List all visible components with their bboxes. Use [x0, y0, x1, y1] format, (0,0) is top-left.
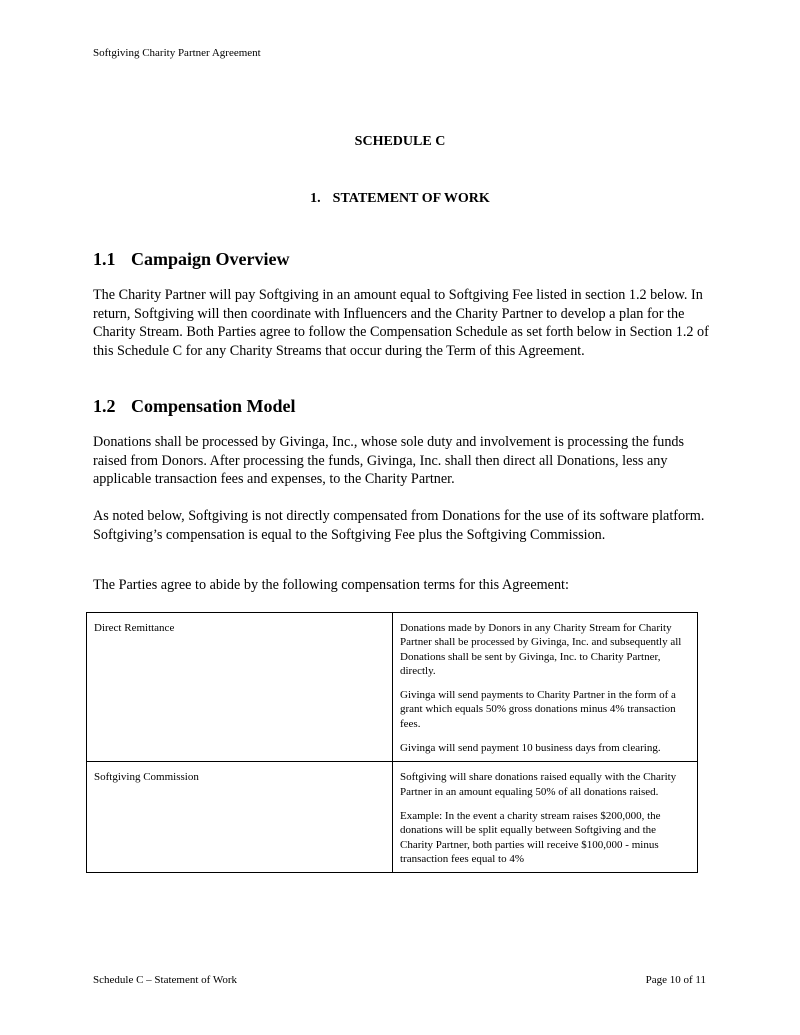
compensation-paragraph-3: The Parties agree to abide by the following compensation terms for this Agreement:: [93, 577, 569, 593]
table-row: [87, 613, 698, 762]
section-number: 1.1: [93, 249, 116, 269]
term-cell: Direct Remittance: [87, 613, 393, 762]
footer-section-label: Schedule C – Statement of Work: [93, 974, 238, 986]
detail-paragraph: Givinga will send payment 10 business days from clearing.: [400, 742, 661, 755]
compensation-terms-table: [86, 612, 698, 873]
compensation-paragraph-2: As noted below, Softgiving is not directly compensated from Donations for the use of its software platform. Softgiving’s compensation is equal to the Softgiving Fee plus the Softgiving Commission.: [93, 508, 705, 543]
running-header: Softgiving Charity Partner Agreement: [93, 47, 261, 59]
statement-of-work-heading: [0, 191, 800, 207]
section-heading-compensation-model: [93, 396, 296, 417]
campaign-overview-paragraph: The Charity Partner will pay Softgiving in an amount equal to Softgiving Fee listed in section 1.2 below. In return, Softgiving will then coordinate with Influencers and the Charity Partner to develop a plan for the Charity Stream. Both Parties agree to follow the Compensation Schedule as set forth below in Section 1.2 of this Schedule C for any Charity Streams that occur during the Term of this Agreement.: [93, 287, 709, 359]
statement-number: 1.: [310, 191, 321, 206]
section-number: 1.2: [93, 396, 116, 416]
section-heading-campaign-overview: [93, 249, 289, 270]
compensation-paragraph-1: Donations shall be processed by Givinga, Inc., whose sole duty and involvement is processing the funds raised from Donors. After processing the funds, Givinga, Inc. shall then direct all Donations, less any applicable transaction fees and expenses, to the Charity Partner.: [93, 434, 685, 487]
term-cell: Softgiving Commission: [87, 762, 393, 873]
detail-paragraph: Softgiving will share donations raised equally with the Charity Partner in an amount equaling 50% of all donations raised.: [400, 771, 677, 798]
footer-page-number: Page 10 of 11: [645, 974, 706, 986]
section-title: Campaign Overview: [131, 249, 290, 269]
statement-title: STATEMENT OF WORK: [332, 191, 490, 206]
detail-paragraph: Donations made by Donors in any Charity Stream for Charity Partner shall be processed by Givinga, Inc. and subsequently all Donations shall be sent by Givinga, Inc. to Charity Partner, directly.: [400, 622, 682, 677]
detail-paragraph: Givinga will send payments to Charity Partner in the form of a grant which equals 50% gross donations minus 4% transaction fees.: [400, 689, 676, 730]
schedule-title: SCHEDULE C: [354, 134, 446, 149]
section-title: Compensation Model: [131, 396, 296, 416]
details-cell: [393, 762, 698, 873]
detail-paragraph: Example: In the event a charity stream raises $200,000, the donations will be split equally between Softgiving and the Charity Partner, both parties will receive $100,000 - minus transaction fees equal to 4%: [400, 809, 661, 865]
details-cell: [393, 613, 698, 762]
table-row: [87, 762, 698, 873]
